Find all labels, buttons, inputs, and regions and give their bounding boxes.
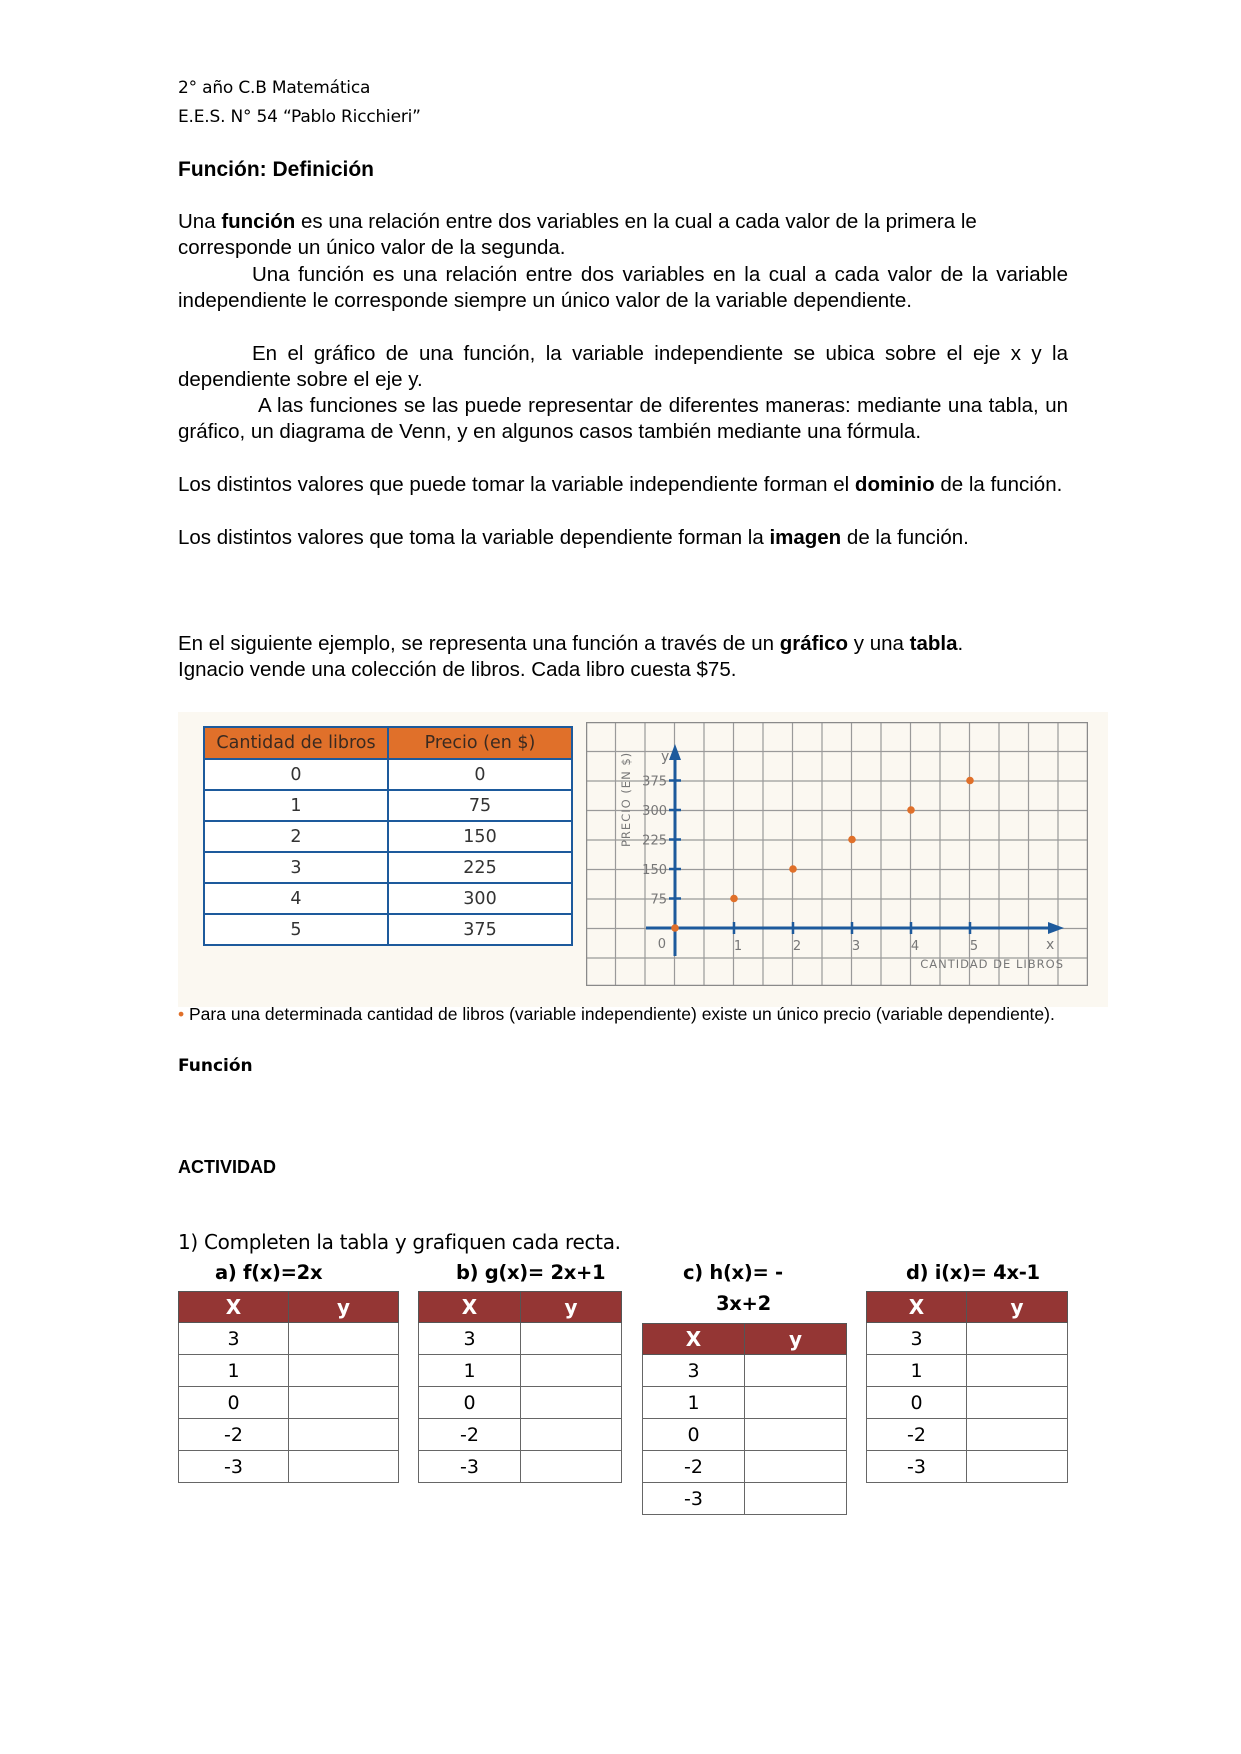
definition-paragraph-1: Una función es una relación entre dos variables en la cual a cada valor de la primera le corresponde un único valor de la segunda. xyxy=(178,210,977,260)
x-value-cell: -2 xyxy=(643,1451,745,1483)
function-c-label-line2: 3x+2 xyxy=(716,1292,771,1315)
x-value-cell: 0 xyxy=(643,1419,745,1451)
table-row xyxy=(204,821,572,852)
y-axis-title: PRECIO (EN $) xyxy=(619,751,633,847)
x-value-cell: -3 xyxy=(867,1451,967,1483)
header-y: y xyxy=(289,1292,399,1323)
table-row xyxy=(179,1419,399,1451)
x-value-cell: 0 xyxy=(867,1387,967,1419)
function-a-label: a) f(x)=2x xyxy=(215,1261,323,1284)
cell-price: 300 xyxy=(388,883,572,914)
y-answer-cell[interactable] xyxy=(289,1387,399,1419)
y-answer-cell[interactable] xyxy=(289,1355,399,1387)
table-row xyxy=(179,1451,399,1483)
y-answer-cell[interactable] xyxy=(521,1419,622,1451)
y-answer-cell[interactable] xyxy=(745,1355,847,1387)
y-answer-cell[interactable] xyxy=(967,1355,1068,1387)
table-row xyxy=(179,1323,399,1355)
y-answer-cell[interactable] xyxy=(289,1451,399,1483)
example-statement: Ignacio vende una colección de libros. Cada libro cuesta $75. xyxy=(178,658,737,681)
x-value-cell: 3 xyxy=(867,1323,967,1355)
activity-table-b xyxy=(418,1291,622,1483)
header-x: X xyxy=(419,1292,521,1323)
data-point xyxy=(730,895,738,903)
y-answer-cell[interactable] xyxy=(745,1451,847,1483)
x-value-cell: 3 xyxy=(419,1323,521,1355)
books-price-chart xyxy=(586,722,1088,986)
cell-quantity: 0 xyxy=(204,759,388,790)
y-answer-cell[interactable] xyxy=(967,1419,1068,1451)
books-price-table xyxy=(203,726,573,946)
x-value-cell: 0 xyxy=(179,1387,289,1419)
x-value-cell: -3 xyxy=(179,1451,289,1483)
svg-text:300: 300 xyxy=(642,804,667,819)
x-value-cell: 3 xyxy=(643,1355,745,1387)
cell-price: 375 xyxy=(388,914,572,945)
x-value-cell: 1 xyxy=(419,1355,521,1387)
svg-text:75: 75 xyxy=(650,892,667,908)
origin-label: 0 xyxy=(657,937,666,952)
cell-quantity: 5 xyxy=(204,914,388,945)
course-line: 2° año C.B Matemática xyxy=(178,78,371,98)
data-point xyxy=(848,836,856,844)
svg-text:2: 2 xyxy=(792,939,802,954)
header-x: X xyxy=(643,1324,745,1355)
y-answer-cell[interactable] xyxy=(521,1355,622,1387)
domain-paragraph: Los distintos valores que puede tomar la variable independiente forman el dominio de la función. xyxy=(178,473,1063,496)
svg-text:375: 375 xyxy=(642,774,667,790)
y-answer-cell[interactable] xyxy=(521,1323,622,1355)
cell-quantity: 3 xyxy=(204,852,388,883)
cell-quantity: 2 xyxy=(204,821,388,852)
x-value-cell: -3 xyxy=(419,1451,521,1483)
x-value-cell: 1 xyxy=(643,1387,745,1419)
x-axis-title: CANTIDAD DE LIBROS xyxy=(920,957,1064,971)
table-row xyxy=(179,1387,399,1419)
function-b-label: b) g(x)= 2x+1 xyxy=(456,1261,606,1284)
cell-price: 0 xyxy=(388,759,572,790)
table-row xyxy=(419,1323,622,1355)
svg-text:150: 150 xyxy=(642,863,667,878)
page-title: Función: Definición xyxy=(178,158,374,181)
header-y: y xyxy=(745,1324,847,1355)
y-answer-cell[interactable] xyxy=(967,1451,1068,1483)
definition-paragraph-4: A las funciones se las puede representar de diferentes maneras: mediante una tabla, un gráfico, un diagrama de Venn, y en algunos casos también mediante una fórmula. xyxy=(178,394,1068,444)
svg-text:3: 3 xyxy=(851,939,861,954)
function-conclusion: Función xyxy=(178,1056,253,1076)
activity-instruction: 1) Completen la tabla y grafiquen cada recta. xyxy=(178,1230,621,1254)
header-x: X xyxy=(867,1292,967,1323)
table-row xyxy=(204,790,572,821)
y-answer-cell[interactable] xyxy=(967,1323,1068,1355)
x-value-cell: 3 xyxy=(179,1323,289,1355)
y-answer-cell[interactable] xyxy=(967,1387,1068,1419)
bullet-icon: • xyxy=(178,1004,185,1024)
data-point xyxy=(966,777,974,785)
activity-heading: ACTIVIDAD xyxy=(178,1157,276,1177)
activity-table-d xyxy=(866,1291,1068,1483)
y-answer-cell[interactable] xyxy=(745,1419,847,1451)
x-value-cell: -2 xyxy=(867,1419,967,1451)
function-d-label: d) i(x)= 4x-1 xyxy=(906,1261,1040,1284)
header-y: y xyxy=(967,1292,1068,1323)
table-row xyxy=(867,1355,1068,1387)
table-row xyxy=(204,852,572,883)
image-paragraph: Los distintos valores que toma la variable dependiente forman la imagen de la función. xyxy=(178,526,969,549)
example-intro: En el siguiente ejemplo, se representa una función a través de un gráfico y una tabla. xyxy=(178,632,964,655)
svg-text:5: 5 xyxy=(969,939,979,954)
table-row xyxy=(643,1483,847,1515)
y-answer-cell[interactable] xyxy=(521,1387,622,1419)
data-point xyxy=(907,806,915,814)
table-header-price: Precio (en $) xyxy=(388,727,572,759)
function-note: • Para una determinada cantidad de libros (variable independiente) existe un único precio (variable dependiente). xyxy=(178,1004,1055,1024)
table-row xyxy=(643,1355,847,1387)
table-row xyxy=(643,1387,847,1419)
table-row xyxy=(643,1451,847,1483)
x-value-cell: 1 xyxy=(179,1355,289,1387)
y-answer-cell[interactable] xyxy=(521,1451,622,1483)
data-point xyxy=(789,865,797,873)
x-axis-arrow-icon xyxy=(1048,922,1064,934)
x-value-cell: -2 xyxy=(179,1419,289,1451)
table-row xyxy=(419,1451,622,1483)
cell-quantity: 1 xyxy=(204,790,388,821)
svg-text:1: 1 xyxy=(733,939,743,954)
table-row xyxy=(419,1355,622,1387)
header-x: X xyxy=(179,1292,289,1323)
table-header-quantity: Cantidad de libros xyxy=(204,727,388,759)
chart-axes xyxy=(646,744,1064,956)
table-row xyxy=(204,883,572,914)
y-answer-cell[interactable] xyxy=(745,1387,847,1419)
table-row xyxy=(643,1419,847,1451)
table-row xyxy=(419,1387,622,1419)
y-axis-letter: y xyxy=(661,749,670,765)
x-value-cell: 1 xyxy=(867,1355,967,1387)
x-value-cell: -3 xyxy=(643,1483,745,1515)
cell-price: 150 xyxy=(388,821,572,852)
school-line: E.E.S. N° 54 “Pablo Ricchieri” xyxy=(178,107,421,127)
svg-text:4: 4 xyxy=(910,939,920,954)
table-row xyxy=(204,759,572,790)
svg-text:225: 225 xyxy=(642,833,667,849)
x-axis-letter: x xyxy=(1046,937,1055,953)
definition-paragraph-3: En el gráfico de una función, la variable independiente se ubica sobre el eje x y la dependiente sobre el eje y. xyxy=(178,342,1068,392)
activity-table-c xyxy=(642,1323,847,1515)
y-answer-cell[interactable] xyxy=(289,1419,399,1451)
data-point xyxy=(671,924,679,932)
table-row xyxy=(867,1387,1068,1419)
table-row xyxy=(179,1355,399,1387)
cell-price: 75 xyxy=(388,790,572,821)
x-value-cell: -2 xyxy=(419,1419,521,1451)
x-value-cell: 0 xyxy=(419,1387,521,1419)
table-row xyxy=(204,914,572,945)
cell-quantity: 4 xyxy=(204,883,388,914)
y-answer-cell[interactable] xyxy=(289,1323,399,1355)
table-row xyxy=(419,1419,622,1451)
y-answer-cell[interactable] xyxy=(745,1483,847,1515)
function-c-label-line1: c) h(x)= - xyxy=(683,1261,783,1284)
header-y: y xyxy=(521,1292,622,1323)
cell-price: 225 xyxy=(388,852,572,883)
table-row xyxy=(867,1451,1068,1483)
activity-table-a xyxy=(178,1291,399,1483)
table-row xyxy=(867,1323,1068,1355)
definition-paragraph-2: Una función es una relación entre dos variables en la cual a cada valor de la variable independiente le corresponde siempre un único valor de la variable dependiente. xyxy=(178,263,1068,313)
table-row xyxy=(867,1419,1068,1451)
